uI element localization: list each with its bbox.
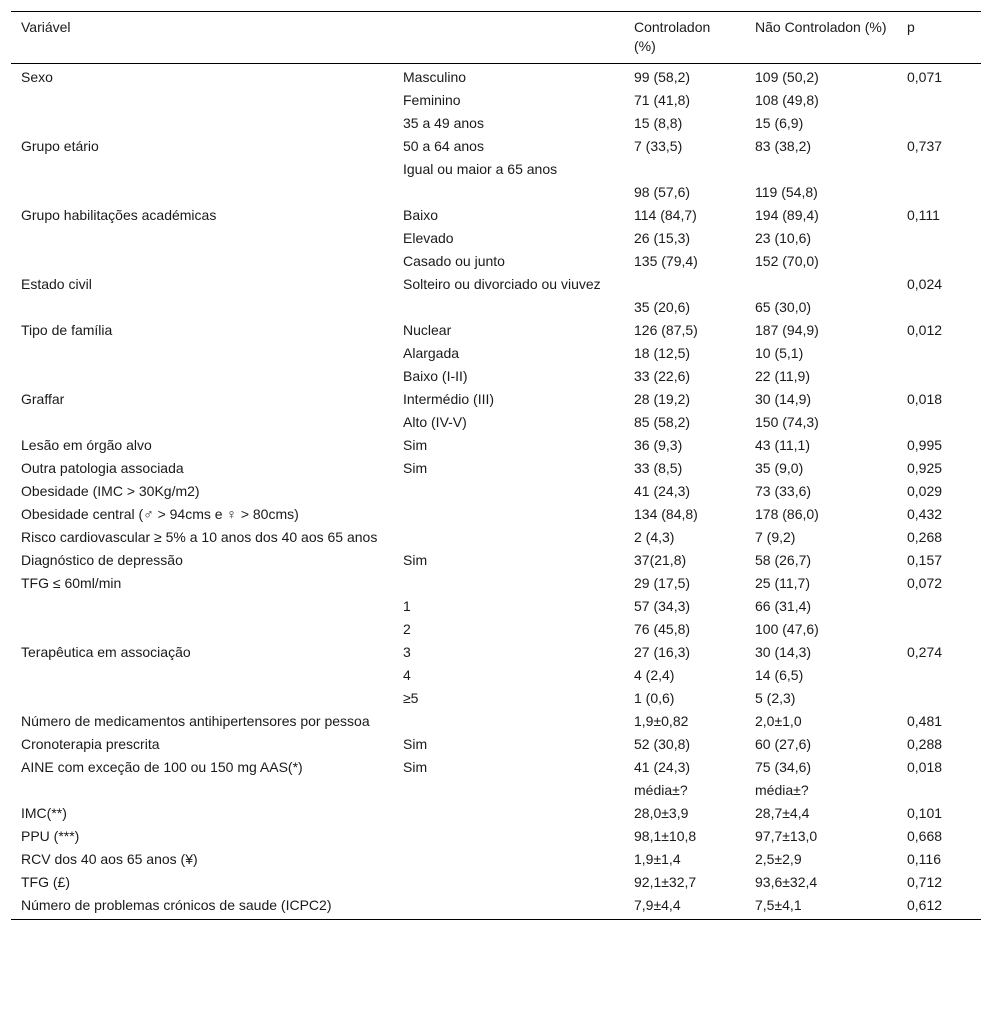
table-row	[11, 342, 981, 365]
table-row	[11, 572, 981, 595]
table-cell: média±?	[634, 782, 688, 798]
table-cell	[897, 181, 981, 204]
table-cell: 15 (8,8)	[634, 115, 683, 131]
table-cell: Sim	[403, 552, 428, 568]
table-cell: 100 (47,6)	[755, 621, 819, 637]
table-cell	[11, 158, 393, 181]
table-cell: Obesidade central (♂ > 94cms e ♀ > 80cms)	[21, 506, 299, 522]
table-cell: Número de problemas crónicos de saude (ICPC2)	[21, 897, 332, 913]
table-cell	[897, 296, 981, 319]
table-cell: 60 (27,6)	[755, 736, 812, 752]
table-cell: PPU (***)	[21, 828, 80, 844]
table-cell: 0,157	[907, 552, 943, 568]
table-row	[11, 64, 981, 90]
table-cell: 41 (24,3)	[634, 483, 691, 499]
table-cell: Lesão em órgão alvo	[21, 437, 152, 453]
header-cell: Variável	[21, 19, 71, 35]
table-cell: Obesidade (IMC > 30Kg/m2)	[21, 483, 200, 499]
table-cell: IMC(**)	[21, 805, 67, 821]
table-row	[11, 618, 981, 641]
table-cell: 0,029	[907, 483, 943, 499]
table-cell: Risco cardiovascular ≥ 5% a 10 anos dos 40 aos 65 anos	[21, 529, 378, 545]
table-cell: 109 (50,2)	[755, 69, 819, 85]
table-cell: Feminino	[403, 92, 461, 108]
table-row	[11, 480, 981, 503]
table-cell: 0,612	[907, 897, 943, 913]
table-cell: 97,7±13,0	[755, 828, 818, 844]
table-row	[11, 273, 981, 296]
table-cell	[11, 342, 393, 365]
table-cell: 35 a 49 anos	[403, 115, 484, 131]
table-cell: 33 (22,6)	[634, 368, 691, 384]
table-cell	[11, 181, 393, 204]
table-cell: 0,925	[907, 460, 943, 476]
table-cell	[897, 250, 981, 273]
table-cell	[624, 273, 745, 296]
table-cell	[897, 618, 981, 641]
table-cell: 33 (8,5)	[634, 460, 683, 476]
table-cell: Elevado	[403, 230, 454, 246]
table-cell: 0,018	[907, 759, 943, 775]
table-cell: 15 (6,9)	[755, 115, 804, 131]
table-cell: 73 (33,6)	[755, 483, 812, 499]
table-row	[11, 411, 981, 434]
table-cell: 30 (14,9)	[755, 391, 812, 407]
table-row	[11, 89, 981, 112]
table-cell: 0,111	[907, 207, 940, 223]
table-row	[11, 710, 981, 733]
table-cell: 0,995	[907, 437, 943, 453]
table-cell: Sim	[403, 460, 428, 476]
table-cell: 126 (87,5)	[634, 322, 698, 338]
table-row	[11, 664, 981, 687]
table-cell: RCV dos 40 aos 65 anos (¥)	[21, 851, 198, 867]
table-cell: 76 (45,8)	[634, 621, 691, 637]
table-cell: Diagnóstico de depressão	[21, 552, 183, 568]
table-cell	[897, 687, 981, 710]
table-cell: 0,018	[907, 391, 943, 407]
table-row	[11, 112, 981, 135]
table-cell: 30 (14,3)	[755, 644, 812, 660]
table-cell: 1,9±0,82	[634, 713, 689, 729]
table-cell: 7,9±4,4	[634, 897, 681, 913]
table-cell: Tipo de família	[21, 322, 113, 338]
table-cell: Sim	[403, 437, 428, 453]
table-cell	[11, 618, 393, 641]
table-row	[11, 871, 981, 894]
table-cell: 2,5±2,9	[755, 851, 802, 867]
table-cell	[393, 710, 624, 733]
table-cell: 1	[403, 598, 411, 614]
table-cell: 28,0±3,9	[634, 805, 689, 821]
table-body	[11, 64, 981, 920]
table-cell: 0,432	[907, 506, 943, 522]
table-cell: 93,6±32,4	[755, 874, 818, 890]
table-cell	[897, 112, 981, 135]
table-row	[11, 319, 981, 342]
table-cell: 75 (34,6)	[755, 759, 812, 775]
table-cell: 0,024	[907, 276, 943, 292]
table-cell	[624, 158, 745, 181]
table-cell: Masculino	[403, 69, 467, 85]
table-cell	[897, 89, 981, 112]
table-cell: 43 (11,1)	[755, 437, 810, 453]
table-cell: média±?	[755, 782, 809, 798]
header-row	[11, 12, 981, 64]
table-cell: 2 (4,3)	[634, 529, 675, 545]
table-cell	[11, 250, 393, 273]
table-cell: ≥5	[403, 690, 419, 706]
table-cell: TFG ≤ 60ml/min	[21, 575, 122, 591]
table-cell: 26 (15,3)	[634, 230, 691, 246]
table-cell: 0,668	[907, 828, 943, 844]
table-cell: 7 (33,5)	[634, 138, 683, 154]
table-cell: Solteiro ou divorciado ou viuvez	[403, 276, 601, 292]
table-cell: 2,0±1,0	[755, 713, 802, 729]
table-cell: 35 (9,0)	[755, 460, 804, 476]
table-row	[11, 687, 981, 710]
table-row	[11, 894, 981, 920]
table-cell: 50 a 64 anos	[403, 138, 484, 154]
table-cell: 134 (84,8)	[634, 506, 698, 522]
table-cell: 135 (79,4)	[634, 253, 698, 269]
table-cell: Estado civil	[21, 276, 92, 292]
table-cell	[393, 848, 624, 871]
table-cell: 1,9±1,4	[634, 851, 681, 867]
table-cell: 0,072	[907, 575, 943, 591]
table-row	[11, 595, 981, 618]
table-cell: 0,116	[907, 851, 941, 867]
table-row	[11, 779, 981, 802]
table-cell	[11, 227, 393, 250]
table-cell: 36 (9,3)	[634, 437, 683, 453]
table-cell: 98 (57,6)	[634, 184, 691, 200]
table-row	[11, 135, 981, 158]
table-cell	[393, 480, 624, 503]
table-cell	[11, 779, 393, 802]
table-cell: 57 (34,3)	[634, 598, 691, 614]
table-cell: Baixo (I-II)	[403, 368, 468, 384]
table-cell	[11, 664, 393, 687]
table-cell: 114 (84,7)	[634, 207, 697, 223]
table-cell: Graffar	[21, 391, 65, 407]
table-cell: Grupo habilitações académicas	[21, 207, 217, 223]
header-cell: p	[907, 19, 915, 35]
table-cell	[11, 296, 393, 319]
table-header	[11, 12, 981, 64]
table-cell	[897, 227, 981, 250]
table-cell: 65 (30,0)	[755, 299, 812, 315]
table-cell	[393, 526, 624, 549]
table-cell: 0,071	[907, 69, 943, 85]
table-row	[11, 848, 981, 871]
header-cell: Não Controladon (%)	[755, 19, 887, 35]
table-cell: 27 (16,3)	[634, 644, 691, 660]
table-cell	[11, 595, 393, 618]
table-cell: 52 (30,8)	[634, 736, 691, 752]
table-cell: 119 (54,8)	[755, 184, 818, 200]
table-cell: 58 (26,7)	[755, 552, 812, 568]
table-cell	[11, 687, 393, 710]
table-cell	[393, 181, 624, 204]
table-cell	[393, 825, 624, 848]
table-cell: 0,481	[907, 713, 943, 729]
table-cell: 108 (49,8)	[755, 92, 819, 108]
table-row	[11, 158, 981, 181]
table-cell	[897, 595, 981, 618]
table-cell: AINE com exceção de 100 ou 150 mg AAS(*)	[21, 759, 303, 775]
table-cell: 187 (94,9)	[755, 322, 819, 338]
table-cell: 7,5±4,1	[755, 897, 802, 913]
table-row	[11, 388, 981, 411]
table-cell: 71 (41,8)	[634, 92, 691, 108]
table-cell: TFG (£)	[21, 874, 70, 890]
table-cell: Outra patologia associada	[21, 460, 184, 476]
table-cell	[11, 89, 393, 112]
table-row	[11, 181, 981, 204]
table-cell: Sim	[403, 736, 428, 752]
table-row	[11, 802, 981, 825]
table-cell: 5 (2,3)	[755, 690, 796, 706]
table-cell: 150 (74,3)	[755, 414, 819, 430]
table-cell: 194 (89,4)	[755, 207, 819, 223]
table-cell: 152 (70,0)	[755, 253, 819, 269]
table-cell	[745, 273, 897, 296]
table-cell: 4 (2,4)	[634, 667, 675, 683]
table-cell: 22 (11,9)	[755, 368, 810, 384]
table-cell	[393, 871, 624, 894]
table-cell: Igual ou maior a 65 anos	[403, 161, 558, 177]
table-cell: 28,7±4,4	[755, 805, 810, 821]
table-cell	[897, 779, 981, 802]
table-row	[11, 250, 981, 273]
table-cell: 2	[403, 621, 411, 637]
table-row	[11, 756, 981, 779]
table-cell: Casado ou junto	[403, 253, 505, 269]
table-row	[11, 733, 981, 756]
table-cell: Grupo etário	[21, 138, 99, 154]
table-cell: 98,1±10,8	[634, 828, 697, 844]
table-row	[11, 503, 981, 526]
table-cell: 0,268	[907, 529, 943, 545]
table-cell: 83 (38,2)	[755, 138, 812, 154]
table-cell: Número de medicamentos antihipertensores por pessoa	[21, 713, 370, 729]
table-cell	[393, 572, 624, 595]
table-cell: 0,288	[907, 736, 943, 752]
table-cell: Alargada	[403, 345, 460, 361]
table-row	[11, 365, 981, 388]
table-cell: 41 (24,3)	[634, 759, 691, 775]
table-cell: 10 (5,1)	[755, 345, 804, 361]
table-cell	[11, 112, 393, 135]
table-cell: Alto (IV-V)	[403, 414, 467, 430]
table-cell: Intermédio (III)	[403, 391, 495, 407]
header-cell	[393, 12, 624, 64]
table-row	[11, 296, 981, 319]
table-cell	[393, 894, 624, 920]
table-container	[11, 11, 981, 920]
table-cell: 178 (86,0)	[755, 506, 819, 522]
table-cell: 28 (19,2)	[634, 391, 691, 407]
table-row	[11, 227, 981, 250]
table-cell: 7 (9,2)	[755, 529, 796, 545]
table-cell	[745, 158, 897, 181]
table-row	[11, 434, 981, 457]
data-table	[11, 11, 981, 920]
table-row	[11, 549, 981, 572]
table-cell	[897, 411, 981, 434]
table-cell	[897, 664, 981, 687]
table-cell	[393, 503, 624, 526]
table-cell	[897, 158, 981, 181]
table-cell	[393, 779, 624, 802]
table-cell: 0,737	[907, 138, 943, 154]
table-cell: 18 (12,5)	[634, 345, 691, 361]
table-cell	[393, 296, 624, 319]
table-cell	[11, 411, 393, 434]
table-row	[11, 825, 981, 848]
table-row	[11, 641, 981, 664]
table-cell: 99 (58,2)	[634, 69, 691, 85]
table-cell: 25 (11,7)	[755, 575, 810, 591]
table-cell: 92,1±32,7	[634, 874, 697, 890]
table-cell: 1 (0,6)	[634, 690, 675, 706]
table-cell: Sim	[403, 759, 428, 775]
table-cell: Baixo	[403, 207, 439, 223]
table-cell: 0,712	[907, 874, 943, 890]
table-row	[11, 457, 981, 480]
table-row	[11, 204, 981, 227]
table-cell: 66 (31,4)	[755, 598, 812, 614]
table-cell	[11, 365, 393, 388]
table-cell: Terapêutica em associação	[21, 644, 191, 660]
table-cell: 0,274	[907, 644, 943, 660]
table-cell: 85 (58,2)	[634, 414, 691, 430]
table-cell: 23 (10,6)	[755, 230, 812, 246]
header-cell: Controladon (%)	[634, 19, 711, 54]
table-cell: Cronoterapia prescrita	[21, 736, 160, 752]
table-cell	[393, 802, 624, 825]
table-cell: 35 (20,6)	[634, 299, 691, 315]
table-cell: 0,101	[907, 805, 943, 821]
table-cell: Sexo	[21, 69, 53, 85]
table-cell: 4	[403, 667, 411, 683]
table-cell: Nuclear	[403, 322, 452, 338]
table-cell: 0,012	[907, 322, 943, 338]
table-cell: 29 (17,5)	[634, 575, 691, 591]
table-cell	[897, 342, 981, 365]
table-cell: 14 (6,5)	[755, 667, 804, 683]
table-cell	[897, 365, 981, 388]
table-cell: 3	[403, 644, 411, 660]
table-cell: 37(21,8)	[634, 552, 687, 568]
table-row	[11, 526, 981, 549]
